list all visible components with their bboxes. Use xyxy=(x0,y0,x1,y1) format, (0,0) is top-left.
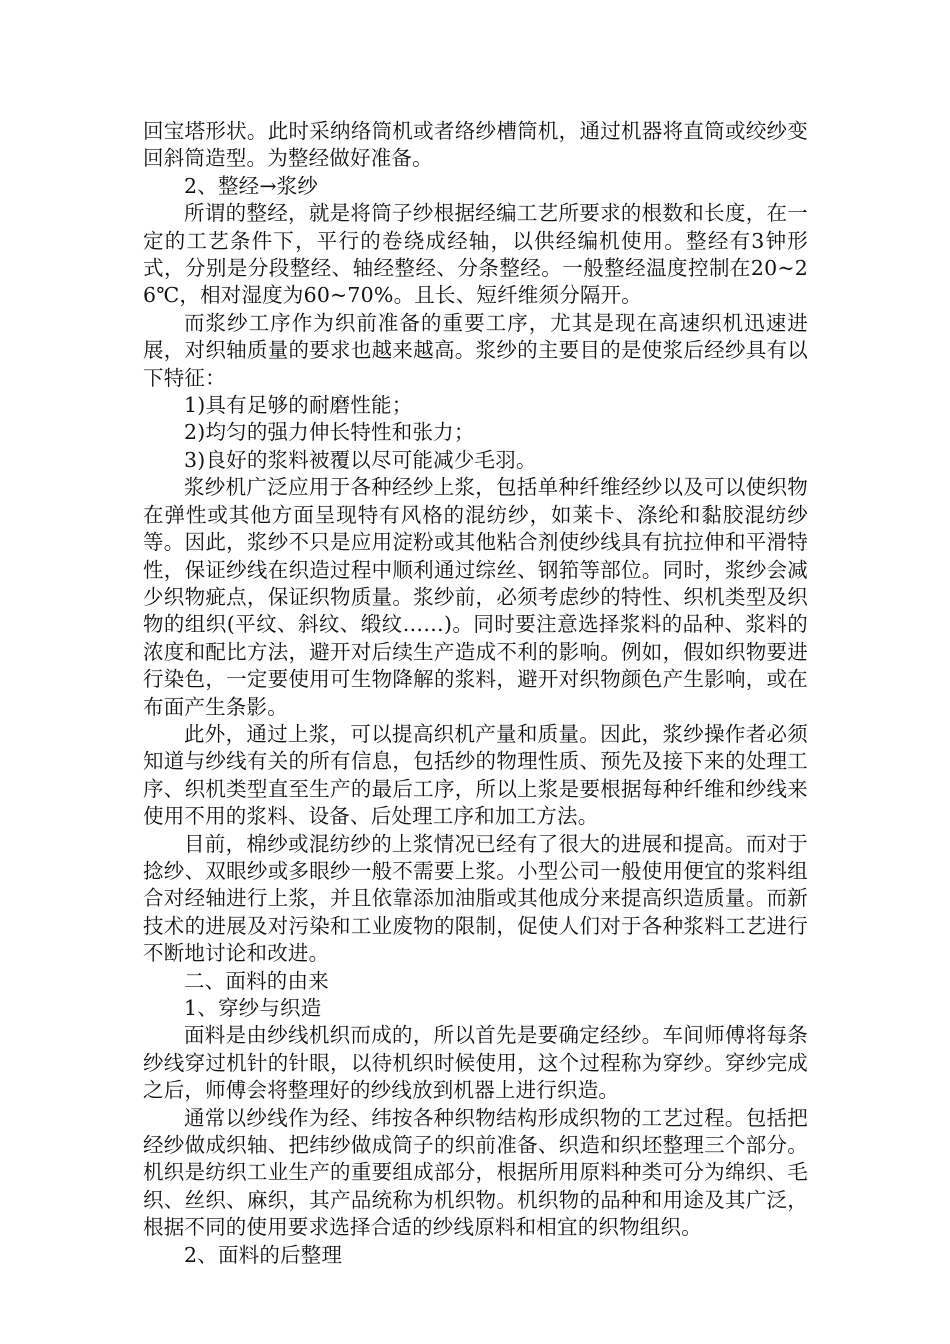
paragraph-sizing-intro: 而浆纱工序作为织前准备的重要工序，尤其是现在高速织机迅速进展，对织轴质量的要求也越来越高。浆纱的主要目的是使浆后经纱具有以下特征： xyxy=(143,310,808,390)
section-heading-threading-weaving: 1、穿纱与织造 xyxy=(184,996,322,1020)
paragraph-continuation: 回宝塔形状。此时采纳络筒机或者络纱槽筒机，通过机器将直筒或绞纱变回斜筒造型。为整经做好准备。 xyxy=(143,119,808,171)
list-item-1: 1)具有足够的耐磨性能； xyxy=(184,393,413,418)
section-heading-finishing: 2、面料的后整理 xyxy=(184,1242,343,1267)
paragraph-weaving: 通常以纱线作为经、纬按各种织物结构形成织物的工艺过程。包括把经纱做成织轴、把纬纱做成筒子的织前准备、织造和织坯整理三个部分。机织是纺织工业生产的重要组成部分，根据所用原料种类可分为绵织、毛织、丝织、麻织，其产品统称为机织物。机织物的品种和用途及其广泛，根据不同的使用要求选择合适的纱线原料和相宜的织物组织。 xyxy=(143,1105,808,1240)
paragraph-sizing-quality: 此外，通过上浆，可以提高织机产量和质量。因此，浆纱操作者必须知道与纱线有关的所有信息，包括纱的物理性质、预先及接下来的处理工序、织机类型直至生产的最后工序，所以上浆是要根据每种纤维和纱线来使用不用的浆料、设备、后处理工序和加工方法。 xyxy=(143,721,808,829)
document-body xyxy=(143,118,808,1269)
paragraph-sizing-machine: 浆纱机广泛应用于各种经纱上浆，包括单种纤维经纱以及可以使织物在弹性或其他方面呈现特有风格的混纺纱，如莱卡、涤纶和黏胶混纺纱等。因此，浆纱不只是应用淀粉或其他粘合剂使纱线具有抗拉伸和平滑特性，保证纱线在织造过程中顺利通过综丝、钢筘等部位。同时，浆纱会减少织物疵点，保证织物质量。浆纱前，必须考虑纱的特性、织机类型及织物的组织(平纹、斜纹、缎纹……)。同时要注意选择浆料的品种、浆料的浓度和配比方法，避开对后续生产造成不利的影响。例如，假如织物要进行染色，一定要使用可生物降解的浆料，避开对织物颜色产生影响，或在布面产生条影。 xyxy=(143,475,808,719)
paragraph-warping: 所谓的整经，就是将筒子纱根据经编工艺所要求的根数和长度，在一定的工艺条件下，平行的卷绕成经轴，以供经编机使用。整经有3钟形式，分别是分段整经、轴经整经、分条整经。一般整经温度控制在20~26℃，相对湿度为60~70%。且长、短纤维须分隔开。 xyxy=(143,201,808,308)
list-item-2: 2)均匀的强力伸长特性和张力； xyxy=(184,420,475,445)
section-heading-warping-sizing: 2、整经→浆纱 xyxy=(184,173,319,198)
list-item-3: 3)良好的浆料被覆以尽可能减少毛羽。 xyxy=(184,447,537,472)
paragraph-sizing-current: 目前，棉纱或混纺纱的上浆情况已经有了很大的进展和提高。而对于捻纱、双眼纱或多眼纱一般不需要上浆。小型公司一般使用便宜的浆料组合对经轴进行上浆，并且依靠添加油脂或其他成分来提高织造质量。而新技术的进展及对污染和工业废物的限制，促使人们对于各种浆料工艺进行不断地讨论和改进。 xyxy=(143,831,808,966)
section-heading-fabric-origin: 二、面料的由来 xyxy=(184,968,329,993)
paragraph-threading: 面料是由纱线机织而成的，所以首先是要确定经纱。车间师傅将每条纱线穿过机针的针眼，以待机织时候使用，这个过程称为穿纱。穿纱完成之后，师傅会将整理好的纱线放到机器上进行织造。 xyxy=(143,1023,808,1103)
